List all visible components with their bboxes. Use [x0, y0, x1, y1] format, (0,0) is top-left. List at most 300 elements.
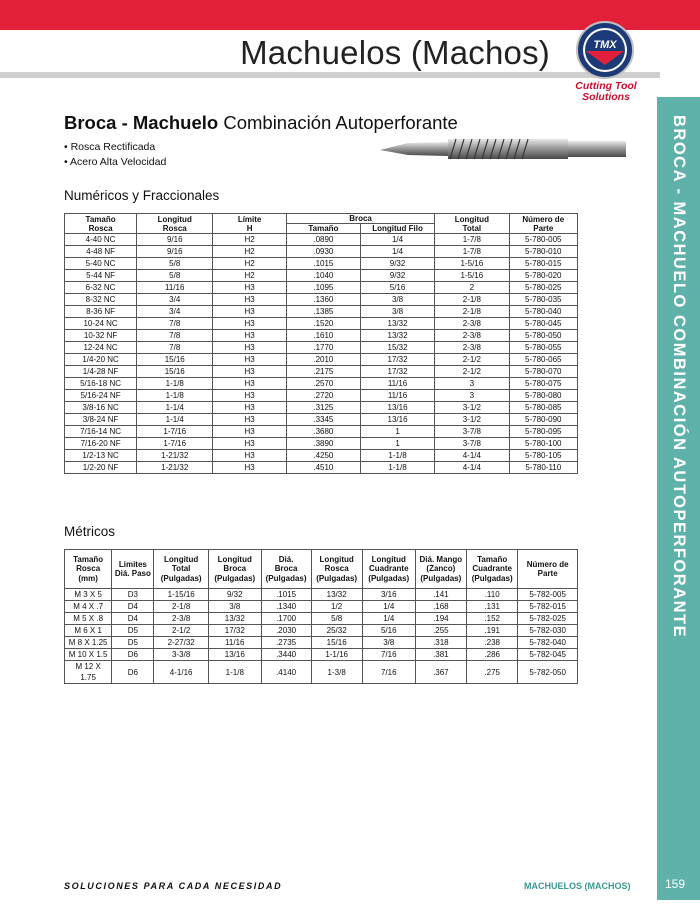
- header-line: Cuadrante: [472, 564, 512, 574]
- table-cell: H3: [213, 378, 287, 390]
- footer-slogan: SOLUCIONES PARA CADA NECESIDAD: [64, 881, 283, 891]
- col-broca-filo: Longitud Filo: [360, 224, 434, 234]
- header-line: Tamaño: [477, 554, 508, 564]
- table-cell: 2-1/8: [154, 601, 208, 613]
- metric-table-header: [65, 550, 578, 589]
- table-cell: 4-1/4: [435, 450, 509, 462]
- table-cell: 5-782-045: [518, 649, 578, 661]
- header-line: Longitud: [217, 554, 252, 564]
- table-cell: .255: [415, 625, 466, 637]
- logo-tagline-line1: Cutting Tool: [575, 80, 637, 92]
- drill-tap-image: [378, 128, 628, 168]
- table-cell: 5-780-085: [509, 402, 577, 414]
- table-cell: H3: [213, 402, 287, 414]
- table-cell: 3-1/2: [435, 402, 509, 414]
- table-cell: 5/8: [311, 613, 362, 625]
- table-cell: 8-36 NF: [65, 306, 137, 318]
- table-cell: 4-1/16: [154, 661, 208, 684]
- table-cell: 1-7/16: [137, 426, 213, 438]
- table-row: [65, 613, 578, 625]
- table-cell: 5-782-025: [518, 613, 578, 625]
- header-line: (mm): [78, 573, 98, 583]
- header-line: Rosca: [162, 223, 187, 233]
- col-broca: Broca: [286, 214, 434, 224]
- table-cell: 3/8-16 NC: [65, 402, 137, 414]
- table-cell: .1520: [286, 318, 360, 330]
- table-cell: 2-1/2: [435, 354, 509, 366]
- table-cell: 2-1/2: [154, 625, 208, 637]
- table-row: [65, 462, 578, 474]
- table-cell: 3/8-24 NF: [65, 414, 137, 426]
- table-cell: H3: [213, 450, 287, 462]
- table-cell: D6: [112, 649, 154, 661]
- table-row: [65, 378, 578, 390]
- table-cell: 5-780-040: [509, 306, 577, 318]
- table-cell: H3: [213, 438, 287, 450]
- table-cell: 3-1/2: [435, 414, 509, 426]
- table-cell: 1/4: [362, 601, 415, 613]
- table-cell: 2-3/8: [435, 330, 509, 342]
- table-cell: 13/16: [208, 649, 261, 661]
- header-line: Limites: [118, 559, 147, 569]
- table-cell: D6: [112, 661, 154, 684]
- header-line: (Pulgadas): [265, 573, 307, 583]
- table-cell: 1/4: [360, 246, 434, 258]
- table-cell: 7/8: [137, 318, 213, 330]
- metric-col-header: [518, 550, 578, 589]
- table-cell: 7/8: [137, 330, 213, 342]
- table-cell: 6-32 NC: [65, 282, 137, 294]
- table-row: [65, 306, 578, 318]
- table-cell: 1: [360, 438, 434, 450]
- table-cell: 3/8: [360, 306, 434, 318]
- page-title: Machuelos (Machos): [240, 34, 550, 71]
- numeric-table-body: [65, 234, 578, 474]
- table-row: [65, 258, 578, 270]
- table-cell: H3: [213, 306, 287, 318]
- table-cell: H3: [213, 390, 287, 402]
- table-cell: H3: [213, 318, 287, 330]
- table-cell: 3/8: [208, 601, 261, 613]
- feature-list: [64, 140, 166, 170]
- header-line: Tamaño: [85, 214, 116, 224]
- metric-col-header: [112, 550, 154, 589]
- table-cell: 5-780-020: [509, 270, 577, 282]
- table-cell: 11/16: [137, 282, 213, 294]
- section-title-numeric: Numéricos y Fraccionales: [64, 188, 220, 203]
- table-cell: 1-7/8: [435, 246, 509, 258]
- table-cell: 13/16: [360, 414, 434, 426]
- table-cell: D3: [112, 589, 154, 601]
- table-cell: 2-3/8: [154, 613, 208, 625]
- table-cell: 5-782-050: [518, 661, 578, 684]
- table-cell: 1-1/8: [137, 378, 213, 390]
- table-cell: .1015: [261, 589, 311, 601]
- table-cell: 5-780-095: [509, 426, 577, 438]
- table-cell: 1/2: [311, 601, 362, 613]
- table-row: [65, 270, 578, 282]
- table-row: [65, 282, 578, 294]
- table-cell: 4-1/4: [435, 462, 509, 474]
- header-line: (Pulgadas): [316, 573, 358, 583]
- table-row: [65, 294, 578, 306]
- table-cell: .238: [467, 637, 518, 649]
- table-cell: 5-780-035: [509, 294, 577, 306]
- col-tamano: [65, 214, 137, 234]
- table-cell: 3/8: [360, 294, 434, 306]
- table-cell: .2175: [286, 366, 360, 378]
- table-cell: 17/32: [208, 625, 261, 637]
- table-cell: 1-1/4: [137, 402, 213, 414]
- side-band-title: BROCA - MACHUELO COMBINACIÓN AUTOPERFORANTE: [670, 115, 688, 639]
- table-cell: 3/8: [362, 637, 415, 649]
- table-cell: 2-3/8: [435, 318, 509, 330]
- table-cell: H3: [213, 342, 287, 354]
- table-cell: .3680: [286, 426, 360, 438]
- table-cell: .275: [467, 661, 518, 684]
- table-row: [65, 246, 578, 258]
- table-cell: .1340: [261, 601, 311, 613]
- table-cell: 1-1/8: [360, 462, 434, 474]
- logo-tagline-line2: Solutions: [582, 91, 630, 103]
- table-cell: 13/32: [208, 613, 261, 625]
- header-line: Rosca: [76, 564, 101, 574]
- header-line: (Pulgadas): [368, 573, 410, 583]
- table-cell: 3-7/8: [435, 426, 509, 438]
- title-bar-shadow: [0, 72, 660, 78]
- table-cell: .168: [415, 601, 466, 613]
- table-row: [65, 414, 578, 426]
- table-cell: 2-1/8: [435, 306, 509, 318]
- table-cell: 5-782-015: [518, 601, 578, 613]
- table-cell: 1-1/4: [137, 414, 213, 426]
- table-cell: .0890: [286, 234, 360, 246]
- logo-text: TMX: [593, 39, 617, 51]
- table-cell: 15/16: [137, 354, 213, 366]
- table-row: [65, 354, 578, 366]
- table-cell: .191: [467, 625, 518, 637]
- header-line: Longitud: [157, 214, 192, 224]
- table-cell: 5/16-18 NC: [65, 378, 137, 390]
- table-cell: 13/16: [360, 402, 434, 414]
- table-cell: 5/16-24 NF: [65, 390, 137, 402]
- table-cell: 3/4: [137, 306, 213, 318]
- table-cell: .2720: [286, 390, 360, 402]
- table-cell: 1/2-13 NC: [65, 450, 137, 462]
- table-cell: 1/4-28 NF: [65, 366, 137, 378]
- table-cell: .1040: [286, 270, 360, 282]
- table-cell: 1-21/32: [137, 450, 213, 462]
- header-line: Tamaño: [73, 554, 104, 564]
- table-cell: 5-780-005: [509, 234, 577, 246]
- table-cell: 13/32: [360, 318, 434, 330]
- feature-item: • Rosca Rectificada: [64, 141, 156, 153]
- table-cell: 7/16-14 NC: [65, 426, 137, 438]
- table-cell: 15/16: [137, 366, 213, 378]
- table-cell: .318: [415, 637, 466, 649]
- table-row: [65, 661, 578, 684]
- table-cell: 5/8: [137, 270, 213, 282]
- table-cell: 1-1/8: [137, 390, 213, 402]
- table-cell: 1/4-20 NC: [65, 354, 137, 366]
- metric-table-body: [65, 589, 578, 684]
- footer-section: MACHUELOS (MACHOS): [524, 881, 631, 891]
- table-cell: H3: [213, 282, 287, 294]
- metric-table: [64, 549, 578, 684]
- table-cell: 4-40 NC: [65, 234, 137, 246]
- table-cell: 1-7/8: [435, 234, 509, 246]
- table-cell: 15/32: [360, 342, 434, 354]
- table-row: [65, 649, 578, 661]
- table-cell: H3: [213, 426, 287, 438]
- table-cell: H3: [213, 330, 287, 342]
- table-cell: D4: [112, 613, 154, 625]
- col-longitud-total: [435, 214, 509, 234]
- table-cell: 1: [360, 426, 434, 438]
- table-cell: 13/32: [311, 589, 362, 601]
- header-line: Broca: [274, 564, 298, 574]
- table-cell: 1-5/16: [435, 258, 509, 270]
- header-line: Diá. Mango: [419, 554, 463, 564]
- table-cell: D5: [112, 637, 154, 649]
- metric-col-header: [362, 550, 415, 589]
- table-cell: 1-1/16: [311, 649, 362, 661]
- table-cell: M 8 X 1.25: [65, 637, 112, 649]
- table-cell: 3: [435, 378, 509, 390]
- table-cell: 7/16-20 NF: [65, 438, 137, 450]
- table-cell: 5-780-100: [509, 438, 577, 450]
- table-cell: .110: [467, 589, 518, 601]
- table-cell: 5-782-005: [518, 589, 578, 601]
- header-line: H: [246, 223, 253, 233]
- header-line: Límite: [237, 214, 262, 224]
- table-cell: 9/32: [360, 270, 434, 282]
- table-row: [65, 390, 578, 402]
- table-cell: .1095: [286, 282, 360, 294]
- table-cell: 5-780-080: [509, 390, 577, 402]
- table-cell: 7/16: [362, 649, 415, 661]
- table-cell: 5-780-010: [509, 246, 577, 258]
- table-cell: 5-44 NF: [65, 270, 137, 282]
- table-row: [65, 450, 578, 462]
- table-row: [65, 589, 578, 601]
- table-cell: H2: [213, 258, 287, 270]
- header-line: Diá.: [278, 554, 294, 564]
- table-cell: 5/16: [362, 625, 415, 637]
- table-cell: 5-780-075: [509, 378, 577, 390]
- table-cell: 5-780-055: [509, 342, 577, 354]
- table-cell: .152: [467, 613, 518, 625]
- table-cell: 4-48 NF: [65, 246, 137, 258]
- table-cell: 9/32: [208, 589, 261, 601]
- table-cell: .141: [415, 589, 466, 601]
- table-row: [65, 637, 578, 649]
- table-cell: 1-7/16: [137, 438, 213, 450]
- header-line: Parte: [537, 569, 558, 578]
- col-longitud: [137, 214, 213, 234]
- table-cell: 1-3/8: [311, 661, 362, 684]
- table-cell: .1700: [261, 613, 311, 625]
- metric-col-header: [415, 550, 466, 589]
- table-cell: .3890: [286, 438, 360, 450]
- table-cell: 12-24 NC: [65, 342, 137, 354]
- table-row: [65, 625, 578, 637]
- metric-col-header: [261, 550, 311, 589]
- table-cell: 1/4: [360, 234, 434, 246]
- table-cell: .1770: [286, 342, 360, 354]
- table-cell: M 6 X 1: [65, 625, 112, 637]
- table-cell: 5-780-105: [509, 450, 577, 462]
- table-cell: .2010: [286, 354, 360, 366]
- header-line: Longitud: [319, 554, 354, 564]
- table-cell: H2: [213, 234, 287, 246]
- table-cell: .2570: [286, 378, 360, 390]
- table-cell: H2: [213, 270, 287, 282]
- table-cell: 1-5/16: [435, 270, 509, 282]
- product-heading-bold: Broca - Machuelo: [64, 112, 219, 133]
- table-cell: 2-1/2: [435, 366, 509, 378]
- header-line: (Pulgadas): [214, 573, 256, 583]
- feature-item: • Acero Alta Velocidad: [64, 156, 167, 168]
- table-cell: 5-780-015: [509, 258, 577, 270]
- table-cell: 1-1/8: [360, 450, 434, 462]
- table-cell: .3125: [286, 402, 360, 414]
- table-cell: 2-1/8: [435, 294, 509, 306]
- table-row: [65, 402, 578, 414]
- table-cell: .1015: [286, 258, 360, 270]
- table-cell: .3440: [261, 649, 311, 661]
- table-cell: 9/16: [137, 234, 213, 246]
- table-cell: M 4 X .7: [65, 601, 112, 613]
- page-number: 159: [664, 877, 686, 891]
- table-cell: 3-7/8: [435, 438, 509, 450]
- table-cell: .286: [467, 649, 518, 661]
- table-cell: 11/16: [360, 390, 434, 402]
- table-cell: 5-780-025: [509, 282, 577, 294]
- section-title-metric: Métricos: [64, 524, 116, 539]
- table-cell: 17/32: [360, 354, 434, 366]
- metric-col-header: [467, 550, 518, 589]
- numeric-table: [64, 213, 578, 474]
- header-line: Rosca: [324, 564, 349, 574]
- table-cell: M 3 X 5: [65, 589, 112, 601]
- table-cell: M 10 X 1.5: [65, 649, 112, 661]
- col-broca-tamano: Tamaño: [286, 224, 360, 234]
- col-limite: [213, 214, 287, 234]
- header-line: Rosca: [88, 223, 113, 233]
- table-cell: .2735: [261, 637, 311, 649]
- table-cell: .3345: [286, 414, 360, 426]
- table-cell: 2: [435, 282, 509, 294]
- table-cell: 10-24 NC: [65, 318, 137, 330]
- table-cell: 5-782-040: [518, 637, 578, 649]
- table-cell: .4140: [261, 661, 311, 684]
- table-cell: .4250: [286, 450, 360, 462]
- header-line: Longitud: [164, 554, 199, 564]
- table-cell: .1610: [286, 330, 360, 342]
- table-cell: 2-3/8: [435, 342, 509, 354]
- table-cell: 13/32: [360, 330, 434, 342]
- table-cell: 1-1/8: [208, 661, 261, 684]
- table-cell: .194: [415, 613, 466, 625]
- header-line: Cuadrante: [368, 564, 409, 574]
- table-cell: 1-15/16: [154, 589, 208, 601]
- table-cell: .1385: [286, 306, 360, 318]
- table-cell: 3/16: [362, 589, 415, 601]
- table-cell: 3: [435, 390, 509, 402]
- table-cell: 7/16: [362, 661, 415, 684]
- table-cell: .2030: [261, 625, 311, 637]
- table-cell: 10-32 NF: [65, 330, 137, 342]
- table-cell: M 12 X 1.75: [65, 661, 112, 684]
- table-row: [65, 426, 578, 438]
- table-cell: 17/32: [360, 366, 434, 378]
- header-line: (Pulgadas): [471, 573, 513, 583]
- header-line: Longitud: [371, 554, 406, 564]
- table-cell: 11/16: [208, 637, 261, 649]
- header-line: Broca: [223, 564, 247, 574]
- table-cell: .367: [415, 661, 466, 684]
- table-cell: 1-21/32: [137, 462, 213, 474]
- logo-tagline: [566, 81, 646, 103]
- metric-col-header: [208, 550, 261, 589]
- table-cell: M 5 X .8: [65, 613, 112, 625]
- table-cell: 7/8: [137, 342, 213, 354]
- table-cell: 15/16: [311, 637, 362, 649]
- table-cell: .131: [467, 601, 518, 613]
- metric-col-header: [154, 550, 208, 589]
- table-row: [65, 601, 578, 613]
- table-cell: .0930: [286, 246, 360, 258]
- table-cell: D5: [112, 625, 154, 637]
- table-cell: 5-780-090: [509, 414, 577, 426]
- header-line: (Pulgadas): [420, 573, 462, 583]
- table-cell: 5-780-110: [509, 462, 577, 474]
- table-cell: 5-782-030: [518, 625, 578, 637]
- col-parte: Número de Parte: [509, 214, 577, 234]
- table-cell: H3: [213, 462, 287, 474]
- table-cell: 9/32: [360, 258, 434, 270]
- table-cell: 5-780-045: [509, 318, 577, 330]
- table-cell: H2: [213, 246, 287, 258]
- product-heading-rest: Combinación Autoperforante: [218, 112, 458, 133]
- table-cell: 5/8: [137, 258, 213, 270]
- table-cell: 2-27/32: [154, 637, 208, 649]
- table-cell: H3: [213, 294, 287, 306]
- table-cell: 9/16: [137, 246, 213, 258]
- metric-col-header: [311, 550, 362, 589]
- table-cell: .381: [415, 649, 466, 661]
- table-row: [65, 438, 578, 450]
- header-line: (Pulgadas): [160, 573, 202, 583]
- table-cell: 11/16: [360, 378, 434, 390]
- table-cell: 5/16: [360, 282, 434, 294]
- table-cell: H3: [213, 354, 287, 366]
- table-row: [65, 318, 578, 330]
- metric-col-header: [65, 550, 112, 589]
- header-line: Total: [462, 223, 482, 233]
- table-cell: 3/4: [137, 294, 213, 306]
- table-cell: .4510: [286, 462, 360, 474]
- table-cell: 5-780-070: [509, 366, 577, 378]
- table-row: [65, 234, 578, 246]
- table-row: [65, 366, 578, 378]
- header-line: Número de: [526, 559, 569, 569]
- table-row: [65, 342, 578, 354]
- header-line: Longitud: [454, 214, 489, 224]
- table-cell: 1/4: [362, 613, 415, 625]
- tmx-logo: [576, 21, 634, 79]
